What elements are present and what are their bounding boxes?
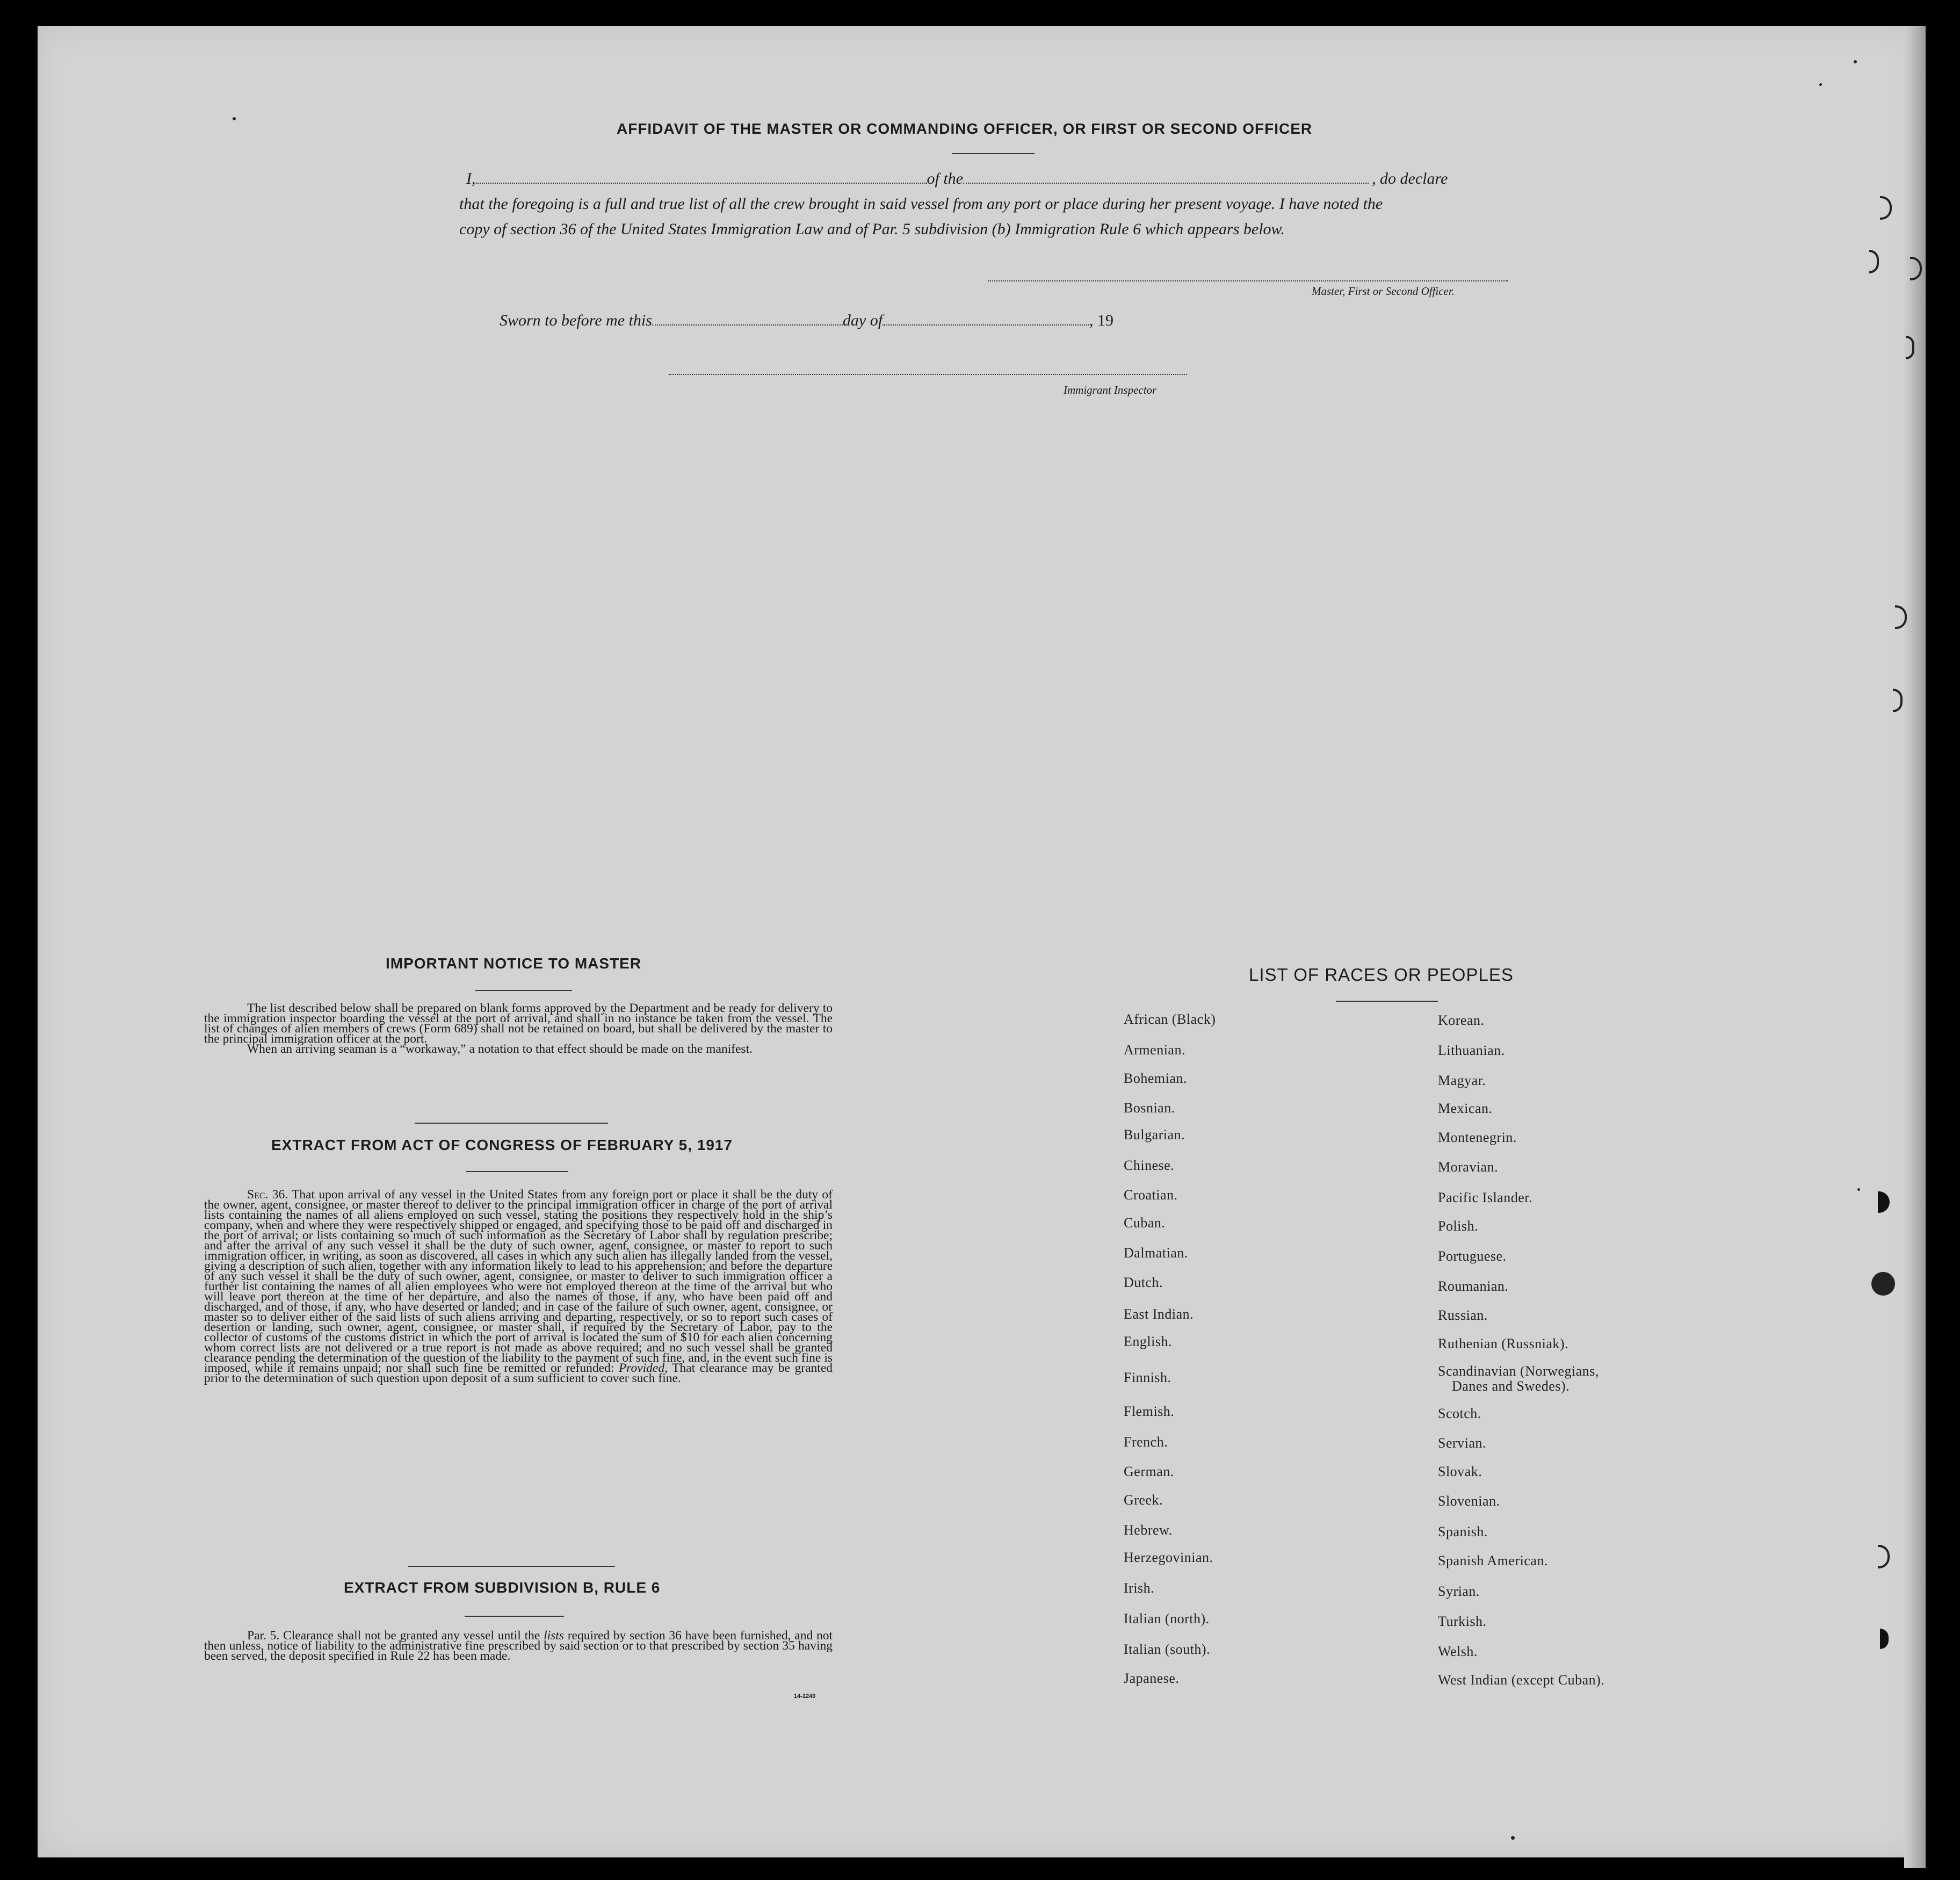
- act-rule: [466, 1171, 568, 1172]
- rule6-heading: EXTRACT FROM SUBDIVISION B, RULE 6: [344, 1579, 661, 1596]
- sworn-prefix: Sworn to before me this: [500, 312, 652, 329]
- race-item-left: Hebrew.: [1124, 1522, 1173, 1538]
- race-item-right: Turkish.: [1438, 1614, 1487, 1629]
- affidavit-heading: AFFIDAVIT OF THE MASTER OR COMMANDING OFFICER, OR FIRST OR SECOND OFFICER: [617, 120, 1313, 137]
- race-item-left: Italian (north).: [1124, 1611, 1210, 1626]
- vessel-fill-line: [963, 182, 1369, 184]
- act-body: [204, 1190, 833, 1384]
- race-item-left: Irish.: [1124, 1580, 1155, 1596]
- sec-text: 36. That upon arrival of any vessel in the United States from any foreign port or place it shall be the duty of the owner, agent, consignee, or master thereof to deliver to the principal immigration officer in charge of the port of arrival lists containing the names of all aliens employed on such vessel, stating the positions they respectively hold in the ship’s company, when and where they were respectively shipped or engaged, and specifying those to be paid off and discharged in the port of arrival; or lists containing so much of such information as the Secretary of Labor shall by regulation prescribe; and after the arrival of any such vessel it shall be the duty of such owner, agent, consignee, or master to report to such immigration officer, in writing, as soon as discovered, all cases in which any such alien has illegally landed from the vessel, giving a description of such alien, together with any information likely to lead to his apprehension; and before the departure of any such vessel it shall be the duty of such owner, agent, consignee, or master to deliver to such immigration officer a further list containing the names of all alien employees who were not employed thereon at the time of the arrival but who will leave port thereon at the time of her departure, and also the names of those, if any, who have been paid off and discharged, and of those, if any, who have deserted or landed; and in case of the failure of such owner, agent, consignee, or master so to deliver either of the said lists of such aliens arriving and departing, respectively, or so to report such cases of desertion or landing, such owner, agent, consignee, or master shall, if required by the Secretary of Labor, pay to the collector of customs of the customs district in which the port of arrival is located the sum of $10 for each alien concerning whom correct lists are not delivered or a true report is not made as above required; and no such vessel shall be granted clearance pending the determination of the question of the liability to the payment of such fine, and, in the event such fine is imposed, while it remains unpaid; nor shall such fine be remitted or refunded:: [204, 1188, 833, 1375]
- rule6-top-rule: [408, 1566, 615, 1567]
- binder-hole: [1871, 1272, 1895, 1296]
- notice-paragraph-1: The list described below shall be prepared on blank forms approved by the Department and be ready for delivery to the immigration inspector boarding the vessel at the port of arrival, and shall in no instance be taken from the vessel. The list of changes of alien members of crews (Form 689) shall not be retained on board, but shall be delivered by the master to the principal immigration officer at the port.: [204, 1001, 833, 1046]
- race-item-left: Italian (south).: [1124, 1642, 1211, 1657]
- race-item-left: French.: [1124, 1434, 1168, 1450]
- race-item-right: Pacific Islander.: [1438, 1190, 1532, 1205]
- notice-paragraph-2: When an arriving seaman is a “workaway,” a notation to that effect should be made on the manifest.: [247, 1042, 753, 1056]
- notice-body: [204, 1003, 833, 1054]
- notice-heading: IMPORTANT NOTICE TO MASTER: [386, 955, 642, 972]
- race-item-right: Polish.: [1438, 1218, 1479, 1234]
- race-item-right: Korean.: [1438, 1013, 1485, 1028]
- inspector-label: Immigrant Inspector: [1064, 384, 1157, 396]
- race-item-left: East Indian.: [1124, 1306, 1194, 1322]
- affidavit-line-3: copy of section 36 of the United States Immigration Law and of Par. 5 subdivision (b) Immigration Rule 6 which appears below.: [459, 220, 1285, 238]
- race-item-left: Flemish.: [1124, 1404, 1175, 1419]
- race-item-left: Bosnian.: [1124, 1100, 1175, 1116]
- race-item-right: Russian.: [1438, 1307, 1488, 1323]
- provided-word: Provided,: [618, 1361, 668, 1375]
- race-item-right: Scandinavian (Norwegians,: [1438, 1363, 1599, 1379]
- affidavit-i: I,: [466, 170, 476, 187]
- speck: [1511, 1836, 1515, 1840]
- race-item-left: Greek.: [1124, 1492, 1163, 1508]
- inspector-signature-line: [669, 374, 1187, 375]
- affidavit-declare: , do declare: [1372, 170, 1448, 187]
- race-item-right: Montenegrin.: [1438, 1130, 1517, 1145]
- race-item-right: West Indian (except Cuban).: [1438, 1672, 1605, 1688]
- sworn-day-of: day of: [842, 312, 883, 329]
- race-item-right: Ruthenian (Russniak).: [1438, 1336, 1569, 1351]
- affidavit-rule: [952, 153, 1035, 154]
- race-item-right: Moravian.: [1438, 1159, 1499, 1175]
- speck: [1857, 1188, 1860, 1191]
- race-item-left: Herzegovinian.: [1124, 1550, 1213, 1565]
- rule6-body: [204, 1631, 833, 1661]
- section-36-paragraph: [204, 1190, 833, 1384]
- race-item-right: Spanish American.: [1438, 1553, 1548, 1568]
- race-item-left: Croatian.: [1124, 1187, 1178, 1203]
- race-item-left: African (Black): [1124, 1011, 1216, 1027]
- race-item-left: Bohemian.: [1124, 1071, 1187, 1086]
- race-item-left: Bulgarian.: [1124, 1127, 1185, 1143]
- master-signature-label: Master, First or Second Officer.: [1312, 285, 1455, 298]
- races-rule: [1336, 1001, 1438, 1002]
- speck: [1854, 60, 1857, 63]
- par-5-start: Par. 5. Clearance shall not be granted any vessel until the: [247, 1629, 540, 1643]
- act-top-rule: [415, 1123, 608, 1124]
- race-item-right: Portuguese.: [1438, 1248, 1507, 1264]
- race-item-right: Slovak.: [1438, 1464, 1482, 1479]
- par-5-end: required by section 36 have been furnished, and not then unless, notice of liability to the administrative fine prescribed by said section or to that prescribed by section 35 having been served, the deposit specified in Rule 22 has been made.: [204, 1629, 833, 1663]
- race-item-right: Danes and Swedes).: [1452, 1378, 1570, 1394]
- sec-label: Sec.: [247, 1188, 269, 1202]
- races-heading: LIST OF RACES OR PEOPLES: [1249, 965, 1514, 985]
- affidavit-line-1: [466, 171, 1448, 187]
- race-item-left: Cuban.: [1124, 1215, 1166, 1231]
- race-item-left: Chinese.: [1124, 1158, 1175, 1173]
- race-item-left: Dalmatian.: [1124, 1245, 1188, 1261]
- sworn-month-fill: [883, 324, 1089, 326]
- form-number: 14-1240: [794, 1693, 816, 1700]
- race-item-left: Japanese.: [1124, 1671, 1180, 1686]
- master-signature-line: [988, 280, 1508, 281]
- race-item-right: Mexican.: [1438, 1101, 1493, 1116]
- sworn-year: , 19: [1089, 312, 1114, 329]
- act-heading: EXTRACT FROM ACT OF CONGRESS OF FEBRUARY 5, 1917: [271, 1137, 733, 1153]
- sworn-day-fill: [652, 324, 843, 326]
- race-item-right: Roumanian.: [1438, 1278, 1509, 1294]
- notice-rule: [475, 990, 572, 991]
- race-item-right: Slovenian.: [1438, 1493, 1500, 1509]
- race-item-right: Scotch.: [1438, 1406, 1481, 1421]
- rule6-rule: [465, 1616, 564, 1617]
- race-item-right: Servian.: [1438, 1435, 1486, 1451]
- par-5-paragraph: [204, 1631, 833, 1661]
- race-item-right: Spanish.: [1438, 1524, 1488, 1539]
- sworn-line: [500, 313, 1113, 329]
- race-item-left: English.: [1124, 1334, 1172, 1349]
- form-sheet: [38, 26, 1920, 1857]
- affidavit-of-the: of the: [927, 170, 963, 187]
- name-fill-line: [476, 182, 927, 184]
- speck: [1819, 83, 1822, 86]
- race-item-right: Magyar.: [1438, 1073, 1486, 1088]
- lists-word: lists: [544, 1629, 564, 1643]
- race-item-left: Finnish.: [1124, 1370, 1171, 1385]
- race-item-right: Syrian.: [1438, 1583, 1480, 1599]
- race-item-right: Welsh.: [1438, 1644, 1478, 1659]
- speck: [233, 117, 236, 120]
- race-item-left: German.: [1124, 1464, 1174, 1479]
- affidavit-line-2: that the foregoing is a full and true list of all the crew brought in said vessel from any port or place during her present voyage. I have noted the: [459, 195, 1383, 213]
- page-edge: [1904, 26, 1926, 1868]
- sec-tail: That clearance may be granted prior to the determination of such question upon deposit of a sum sufficient to cover such fine.: [204, 1361, 833, 1385]
- race-item-right: Lithuanian.: [1438, 1043, 1505, 1058]
- race-item-left: Dutch.: [1124, 1275, 1163, 1290]
- race-item-left: Armenian.: [1124, 1042, 1185, 1058]
